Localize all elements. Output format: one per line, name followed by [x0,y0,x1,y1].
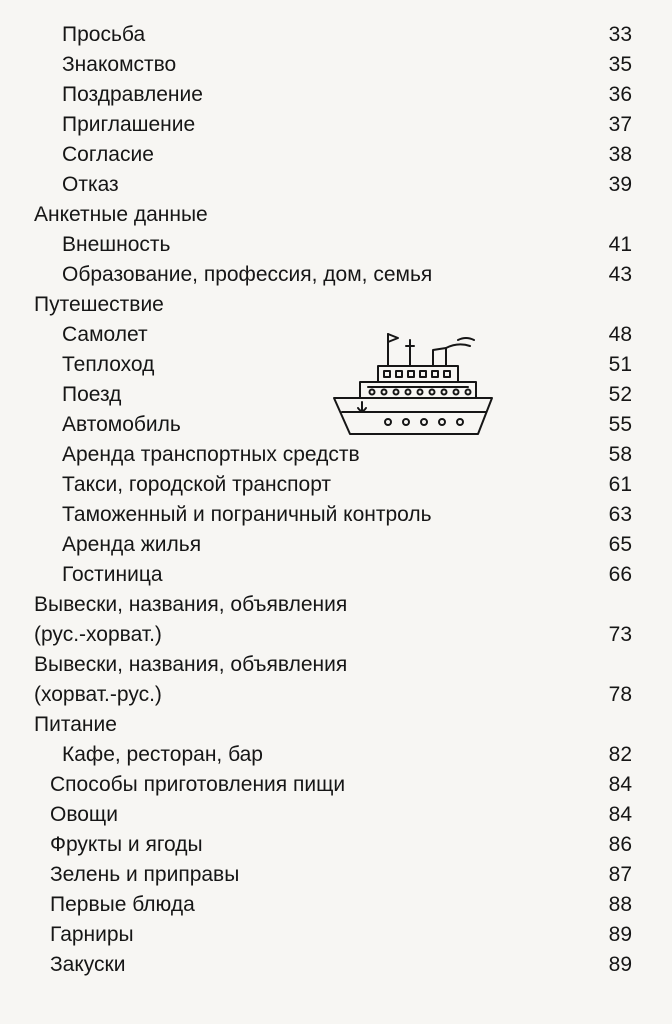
toc-entry-title: (хорват.-рус.) [34,683,162,706]
toc-page-number: 48 [608,323,632,346]
toc-entry [0,920,672,950]
toc-entry [0,260,672,290]
toc-entry-title: Поезд [62,383,122,406]
toc-page-number: 52 [608,383,632,406]
toc-page-number: 35 [608,53,632,76]
toc-entry [0,170,672,200]
toc-entry-title: Вывески, названия, объявления [34,593,348,616]
toc-page-number: 89 [608,953,632,976]
toc-page-number: 89 [608,923,632,946]
toc-entry [0,890,672,920]
toc-page-number: 63 [608,503,632,526]
toc-entry-title: Гарниры [50,923,134,946]
toc-entry [0,620,672,650]
toc-entry-title: Первые блюда [50,893,195,916]
toc-entry [0,140,672,170]
toc-entry [0,530,672,560]
toc-entry [0,20,672,50]
toc-entry [0,50,672,80]
toc-entry-title: Анкетные данные [34,203,208,226]
toc-page-number: 78 [608,683,632,706]
toc-entry [0,200,672,230]
toc-page-number: 84 [608,773,632,796]
toc-entry [0,470,672,500]
ship-illustration [328,326,498,446]
toc-entry-title: Вывески, названия, объявления [34,653,348,676]
toc-entry-title: Аренда транспортных средств [62,443,360,466]
toc-entry-title: Теплоход [62,353,155,376]
toc-entry-title: Овощи [50,803,118,826]
table-of-contents [0,20,672,980]
toc-page-number: 65 [608,533,632,556]
toc-entry [0,680,672,710]
toc-entry-title: Способы приготовления пищи [50,773,346,796]
toc-entry-title: Образование, профессия, дом, семья [62,263,433,286]
toc-page-number: 88 [608,893,632,916]
toc-page-number: 51 [608,353,632,376]
toc-page-number: 55 [608,413,632,436]
toc-entry-title: Поздравление [62,83,203,106]
toc-entry [0,710,672,740]
toc-page-number: 61 [608,473,632,496]
toc-page-number: 73 [608,623,632,646]
toc-entry-title: Гостиница [62,563,163,586]
toc-entry [0,230,672,260]
toc-entry-title: Фрукты и ягоды [50,833,203,856]
toc-entry-title: Аренда жилья [62,533,202,556]
toc-page-number: 39 [608,173,632,196]
toc-page-number: 38 [608,143,632,166]
toc-entry [0,830,672,860]
toc-entry-title: Отказ [62,173,119,196]
toc-entry [0,800,672,830]
toc-page-number: 37 [608,113,632,136]
toc-page-number: 43 [608,263,632,286]
toc-entry-title: Путешествие [34,293,164,316]
toc-page-number: 41 [608,233,632,256]
toc-entry-title: (рус.-хорват.) [34,623,162,646]
toc-entry-title: Питание [34,713,117,736]
toc-entry-title: Приглашение [62,113,196,136]
toc-entry-title: Знакомство [62,53,177,76]
toc-entry [0,950,672,980]
toc-page-number: 36 [608,83,632,106]
ship-icon [328,326,498,446]
toc-entry [0,290,672,320]
toc-entry-title: Автомобиль [62,413,181,436]
toc-page-number: 58 [608,443,632,466]
toc-page-number: 84 [608,803,632,826]
toc-page-number: 86 [608,833,632,856]
toc-page-number: 33 [608,23,632,46]
toc-entry [0,560,672,590]
toc-entry [0,500,672,530]
toc-entry [0,770,672,800]
toc-entry-title: Такси, городской транспорт [62,473,332,496]
toc-entry-title: Самолет [62,323,148,346]
toc-page-number: 82 [608,743,632,766]
toc-entry [0,740,672,770]
toc-entry-title: Зелень и приправы [50,863,240,886]
toc-entry-title: Согласие [62,143,154,166]
toc-entry [0,860,672,890]
toc-entry [0,590,672,620]
toc-entry-title: Просьба [62,23,146,46]
toc-entry [0,80,672,110]
toc-entry-title: Таможенный и пограничный контроль [62,503,432,526]
toc-page-number: 87 [608,863,632,886]
toc-entry-title: Закуски [50,953,126,976]
toc-entry-title: Внешность [62,233,171,256]
toc-entry [0,110,672,140]
toc-entry [0,650,672,680]
toc-entry-title: Кафе, ресторан, бар [62,743,263,766]
toc-page-number: 66 [608,563,632,586]
